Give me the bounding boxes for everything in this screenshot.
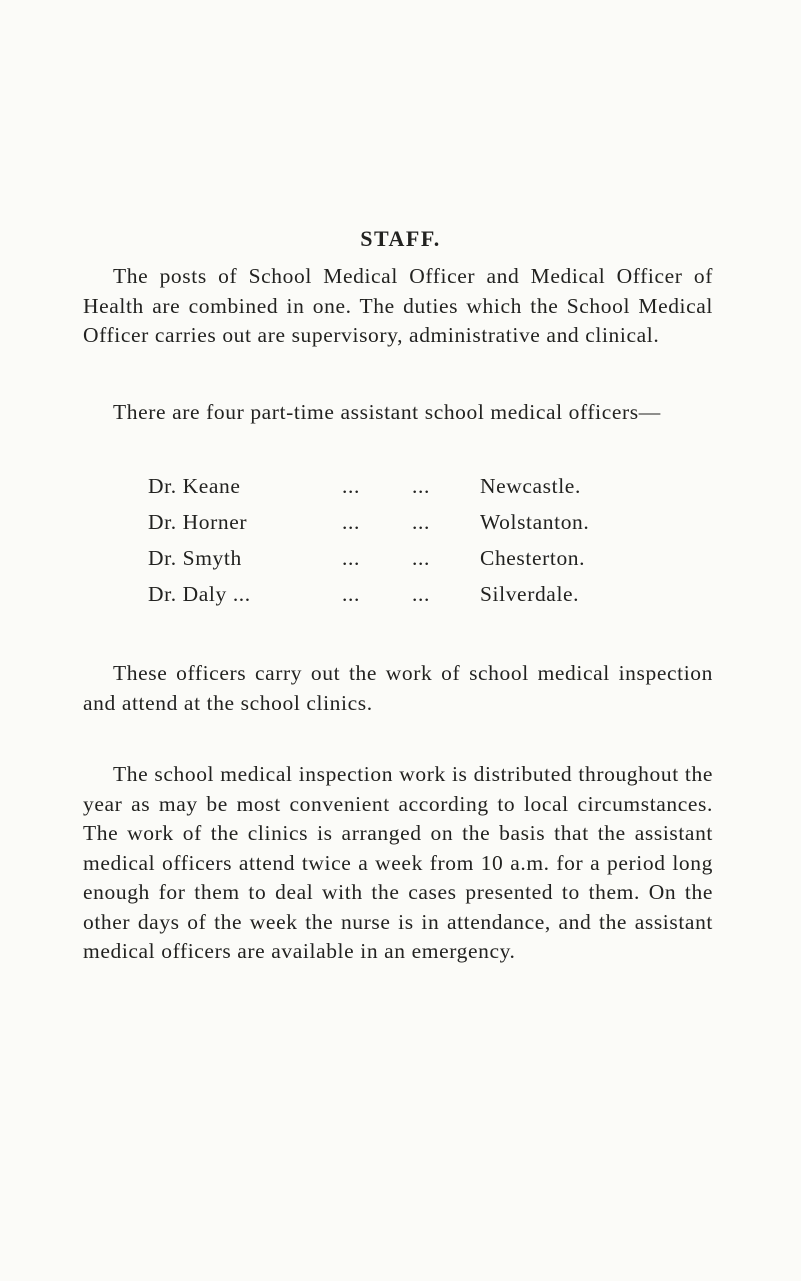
leader-dots: ... — [342, 582, 360, 606]
page-title: STAFF. — [360, 226, 441, 251]
paragraph-staff-posts: The posts of School Medical Officer and Medical Officer of Health are combined in one. The duties which the School Medical Officer carries out are supervisory, administrative and clinical. — [83, 264, 713, 347]
staff-name: Dr. Horner — [148, 510, 248, 534]
staff-place: Wolstanton. — [480, 510, 590, 534]
staff-row — [148, 510, 708, 546]
staff-place: Silverdale. — [480, 582, 580, 606]
leader-dots: ... — [412, 510, 430, 534]
staff-row — [148, 546, 708, 582]
leader-dots: ... — [412, 582, 430, 606]
leader-dots: ... — [412, 546, 430, 570]
leader-dots: ... — [412, 474, 430, 498]
paragraph-assistant-officers-intro: There are four part-time assistant school medical officers— — [113, 400, 661, 424]
paragraph-inspection-schedule: The school medical inspection work is distributed throughout the year as may be most convenient according to local circumstances. The work of the clinics is arranged on the basis that the assistant medical officers attend twice a week from 10 a.m. for a period long enough for them to deal with the cases presented to them. On the other days of the week the nurse is in attendance, and the assistant medical officers are available in an emergency. — [83, 762, 713, 963]
staff-place: Newcastle. — [480, 474, 581, 498]
staff-row — [148, 582, 708, 618]
staff-list — [148, 474, 708, 618]
leader-dots: ... — [342, 474, 360, 498]
leader-dots: ... — [342, 510, 360, 534]
paragraph-officers-duties: These officers carry out the work of school medical inspection and attend at the school clinics. — [83, 661, 713, 715]
leader-dots: ... — [342, 546, 360, 570]
staff-name: Dr. Daly ... — [148, 582, 251, 606]
staff-place: Chesterton. — [480, 546, 586, 570]
staff-name: Dr. Keane — [148, 474, 241, 498]
staff-row — [148, 474, 708, 510]
staff-name: Dr. Smyth — [148, 546, 242, 570]
